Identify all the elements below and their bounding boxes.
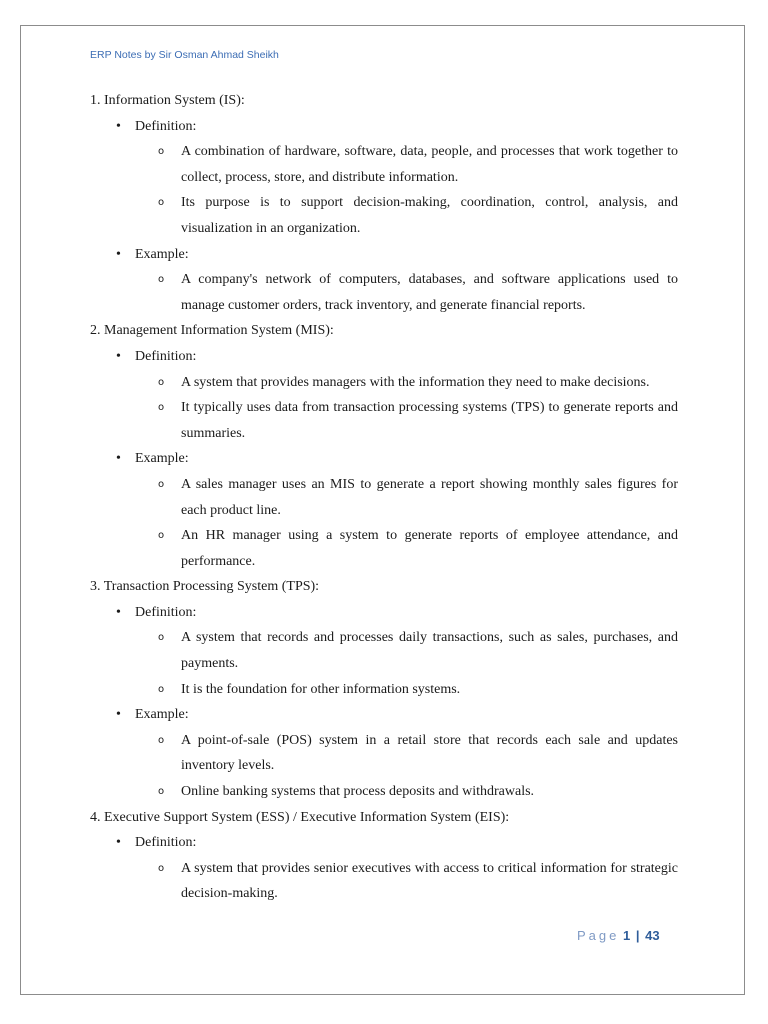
sub-item — [90, 523, 678, 574]
bullet-example — [90, 702, 678, 728]
bullet-label: Example: — [135, 707, 189, 723]
total-pages: 43 — [645, 928, 660, 943]
bullet-definition — [90, 114, 678, 140]
bullet-label: Definition: — [135, 604, 197, 620]
running-header: ERP Notes by Sir Osman Ahmad Sheikh — [90, 49, 279, 61]
page-number: 1 — [623, 928, 631, 943]
sub-item — [90, 190, 678, 241]
section-heading: 3. Transaction Processing System (TPS): — [90, 579, 320, 595]
bullet-label: Example: — [135, 451, 189, 467]
sub-item-text: Online banking systems that process deposits and withdrawals. — [181, 784, 535, 800]
bullet-icon: • — [116, 604, 121, 620]
bullet-icon: • — [116, 118, 121, 134]
sub-item — [90, 395, 678, 446]
sub-item — [90, 779, 678, 805]
sub-item-text: A point-of-sale (POS) system in a retail store that records each sale and updates inventory levels. — [181, 732, 678, 774]
sub-item-text: A sales manager uses an MIS to generate a report showing monthly sales figures for each product line. — [181, 476, 678, 518]
sub-item — [90, 472, 678, 523]
sub-item-text: A system that provides managers with the information they need to make decisions. — [181, 374, 650, 390]
sub-item-text: It typically uses data from transaction processing systems (TPS) to generate reports and summaries. — [181, 400, 678, 441]
page-word: Page — [577, 928, 620, 943]
sub-item — [90, 625, 678, 676]
section-heading: 4. Executive Support System (ESS) / Executive Information System (EIS): — [90, 809, 510, 825]
section-executive-support-system — [90, 805, 678, 907]
circle-bullet-icon: o — [158, 376, 165, 388]
bullet-example — [90, 242, 678, 268]
section-heading: 2. Management Information System (MIS): — [90, 323, 334, 339]
section-management-information-system — [90, 318, 678, 574]
sub-item-text: A system that provides senior executives with access to critical information for strategic decision-making. — [181, 860, 678, 902]
sub-item — [90, 267, 678, 318]
sub-item-text: A company's network of computers, databases, and software applications used to manage customer orders, track inventory, and generate financial reports. — [181, 272, 678, 313]
bullet-definition — [90, 600, 678, 626]
circle-bullet-icon: o — [158, 274, 165, 286]
bullet-definition — [90, 830, 678, 856]
bullet-icon: • — [116, 707, 121, 723]
page-separator: | — [635, 928, 640, 943]
sub-item-text: It is the foundation for other information systems. — [181, 681, 461, 697]
bullet-label: Definition: — [135, 118, 197, 134]
bullet-label: Example: — [135, 246, 189, 262]
circle-bullet-icon: o — [158, 530, 165, 542]
bullet-definition — [90, 344, 678, 370]
sub-item — [90, 370, 678, 396]
bullet-icon: • — [116, 246, 121, 262]
bullet-icon: • — [116, 835, 121, 851]
section-information-system — [90, 88, 678, 318]
section-heading: 1. Information System (IS): — [90, 93, 245, 108]
bullet-example — [90, 446, 678, 472]
page-footer — [577, 928, 660, 943]
circle-bullet-icon: o — [158, 478, 165, 490]
sub-item-text: Its purpose is to support decision-making, coordination, control, analysis, and visualization in an organization. — [181, 195, 678, 236]
sub-item-text: An HR manager using a system to generate reports of employee attendance, and performance. — [181, 528, 678, 569]
bullet-label: Definition: — [135, 835, 197, 851]
circle-bullet-icon: o — [158, 402, 165, 414]
sub-item — [90, 728, 678, 779]
circle-bullet-icon: o — [158, 786, 165, 798]
circle-bullet-icon: o — [158, 632, 165, 644]
sub-item — [90, 856, 678, 907]
circle-bullet-icon: o — [158, 197, 165, 209]
document-body — [90, 88, 678, 907]
section-transaction-processing-system — [90, 574, 678, 804]
circle-bullet-icon: o — [158, 862, 165, 874]
circle-bullet-icon: o — [158, 734, 165, 746]
sub-item-text: A combination of hardware, software, data, people, and processes that work together to collect, process, store, and distribute information. — [181, 144, 678, 185]
bullet-icon: • — [116, 451, 121, 467]
circle-bullet-icon: o — [158, 683, 165, 695]
circle-bullet-icon: o — [158, 146, 165, 158]
sub-item — [90, 139, 678, 190]
bullet-label: Definition: — [135, 348, 197, 364]
sub-item — [90, 677, 678, 703]
bullet-icon: • — [116, 348, 121, 364]
sub-item-text: A system that records and processes daily transactions, such as sales, purchases, and payments. — [181, 630, 678, 672]
